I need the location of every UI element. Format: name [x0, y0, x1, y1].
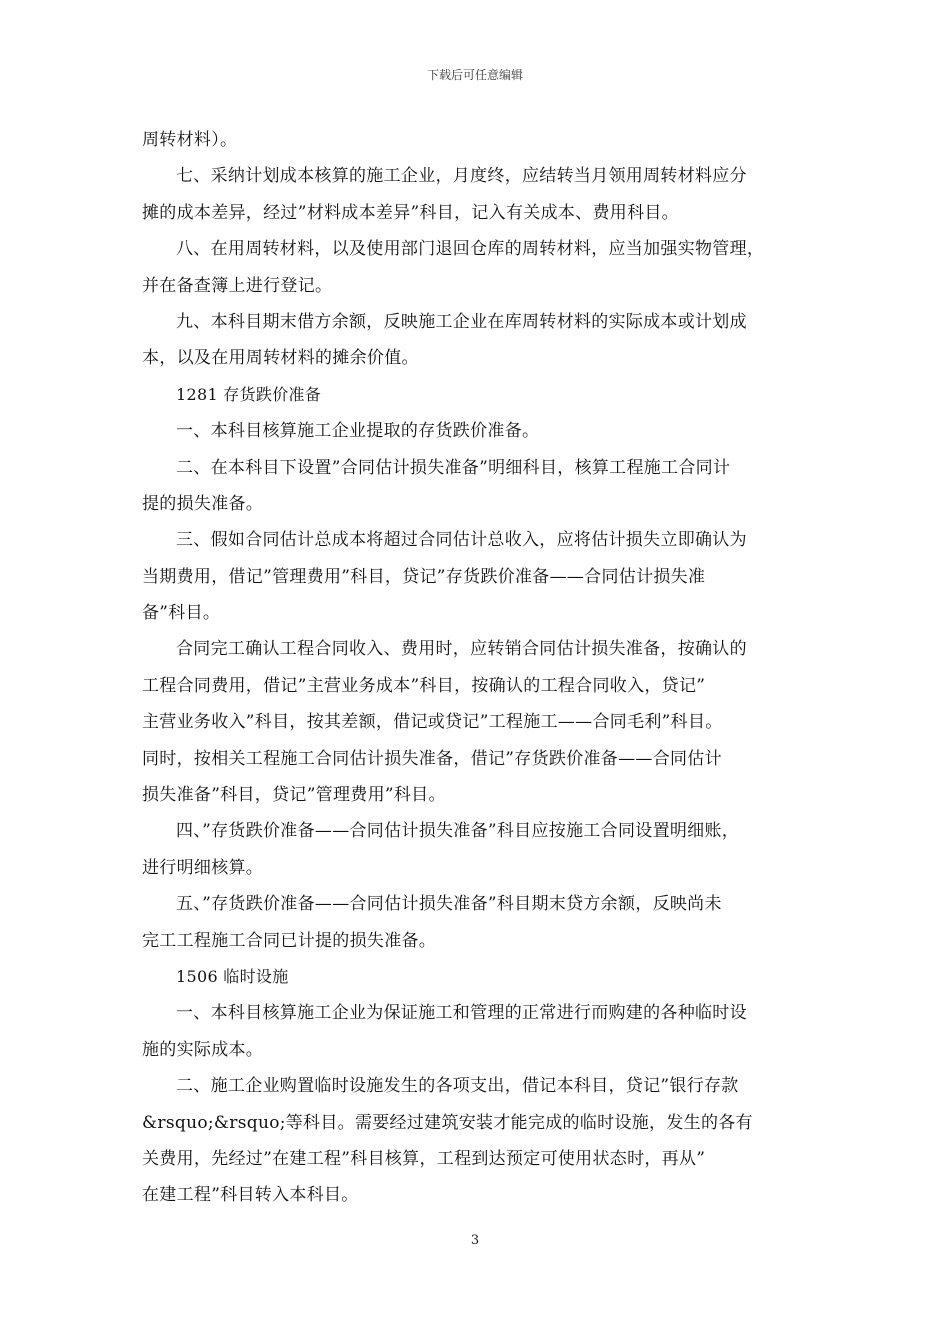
- text-line: 一、本科目核算施工企业提取的存货跌价准备。: [176, 421, 540, 442]
- text-line: 损失准备”科目，贷记”管理费用”科目。: [142, 785, 446, 806]
- text-line: 并在备查簿上进行登记。: [142, 275, 333, 296]
- text-line: 进行明细核算。: [142, 857, 264, 878]
- text-line: 四、”存货跌价准备——合同估计损失准备”科目应按施工合同设置明细账，: [176, 821, 740, 842]
- text-line: 九、本科目期末借方余额，反映施工企业在库周转材料的实际成本或计划成: [176, 311, 747, 332]
- text-line: 周转材料）。: [142, 130, 238, 150]
- text-line: 当期费用，借记”管理费用”科目，贷记”存货跌价准备——合同估计损失准: [142, 566, 706, 587]
- text-line: &rsquo;&rsquo;等科目。需要经过建筑安装才能完成的临时设施，发生的各有: [142, 1112, 753, 1133]
- text-line: 七、采纳计划成本核算的施工企业，月度终，应结转当月领用周转材料应分: [176, 166, 747, 187]
- page-number: 3: [470, 1233, 480, 1248]
- document-body: [142, 122, 812, 1214]
- text-line: 同时，按相关工程施工合同估计损失准备，借记”存货跌价准备——合同估计: [142, 748, 722, 769]
- text-line: 摊的成本差异，经过”材料成本差异”科目，记入有关成本、费用科目。: [142, 202, 679, 223]
- text-line: 主营业务收入”科目，按其差额，借记或贷记”工程施工——合同毛利”科目。: [142, 712, 723, 733]
- text-line: 备”科目。: [142, 603, 221, 624]
- text-line: 提的损失准备。: [142, 493, 264, 514]
- text-line: 二、施工企业购置临时设施发生的各项支出，借记本科目，贷记”银行存款: [176, 1076, 739, 1097]
- text-line: 一、本科目核算施工企业为保证施工和管理的正常进行而购建的各种临时设: [176, 1003, 747, 1024]
- text-line: 完工工程施工合同已计提的损失准备。: [142, 930, 437, 951]
- text-line: 施的实际成本。: [142, 1039, 264, 1060]
- text-line: 二、在本科目下设置”合同估计损失准备”明细科目，核算工程施工合同计: [176, 457, 731, 478]
- text-line: 五、”存货跌价准备——合同估计损失准备”科目期末贷方余额，反映尚未: [176, 894, 722, 915]
- text-line: 合同完工确认工程合同收入、费用时，应转销合同估计损失准备，按确认的: [176, 639, 747, 660]
- text-line: 在建工程”科目转入本科目。: [142, 1185, 359, 1206]
- text-line: 三、假如合同估计总成本将超过合同估计总收入，应将估计损失立即确认为: [176, 530, 747, 551]
- section-heading: 1281 存货跌价准备: [176, 384, 322, 404]
- text-line: 工程合同费用，借记”主营业务成本”科目，按确认的工程合同收入，贷记”: [142, 675, 706, 696]
- section-heading: 1506 临时设施: [176, 966, 289, 986]
- text-line: 八、在用周转材料，以及使用部门退回仓库的周转材料，应当加强实物管理，: [176, 239, 765, 260]
- page-header: 下载后可任意编辑: [426, 68, 523, 82]
- text-line: 本，以及在用周转材料的摊余价值。: [142, 348, 419, 369]
- text-line: 关费用，先经过”在建工程”科目核算，工程到达预定可使用状态时，再从”: [142, 1148, 706, 1169]
